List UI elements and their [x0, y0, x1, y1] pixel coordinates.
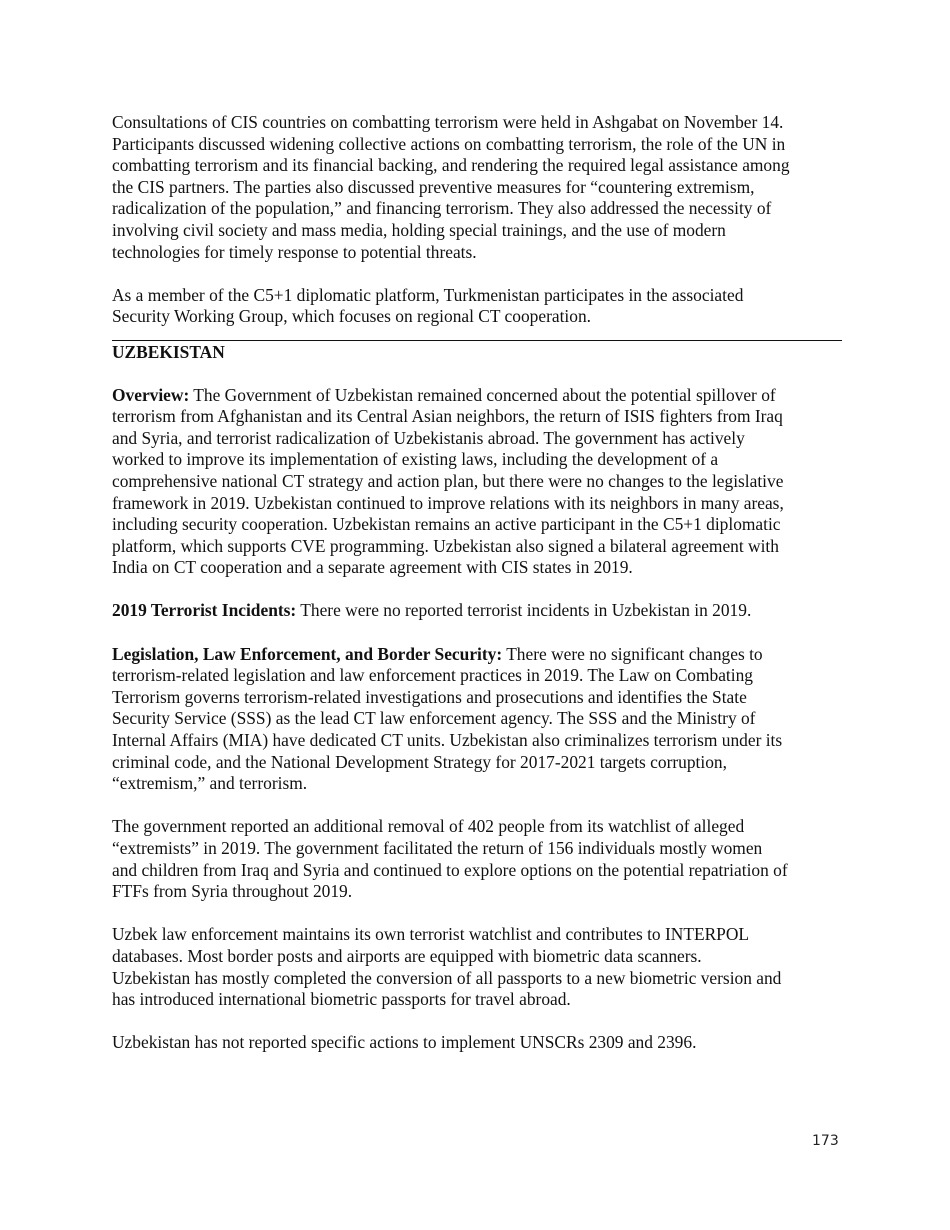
legislation-label: Legislation, Law Enforcement, and Border Security: [112, 643, 503, 664]
section-heading-uzbekistan: UZBEKISTAN [112, 341, 225, 362]
incidents-paragraph [112, 600, 842, 622]
c5-platform-paragraph: As a member of the C5+1 diplomatic platform, Turkmenistan participates in the associated Security Working Group, which focuses on regional CT cooperation. [112, 284, 744, 327]
cis-consultations-paragraph: Consultations of CIS countries on combatting terrorism were held in Ashgabat on November 14. Participants discussed widening collective actions on combatting terrorism, the role of the UN in combatting terrorism and its financial backing, and rendering the required legal assistance among the CIS partners. The parties also discussed preventive measures for “countering extremism, radicalization of the population,” and financing terrorism. They also addressed the necessity of involving civil society and mass media, holding special trainings, and the use of modern technologies for timely response to potential threats. [112, 112, 790, 262]
overview-label: Overview: [112, 384, 190, 405]
unscr-paragraph: Uzbekistan has not reported specific actions to implement UNSCRs 2309 and 2396. [112, 1032, 697, 1053]
overview-text: The Government of Uzbekistan remained concerned about the potential spillover of terrorism from Afghanistan and its Central Asian neighbors, the return of ISIS fighters from Iraq and Syria, and terrorist radicalization of Uzbekistanis abroad. The government has actively worked to improve its implementation of existing laws, including the development of a comprehensive national CT strategy and action plan, but there were no changes to the legislative framework in 2019. Uzbekistan continued to improve relations with its neighbors in many areas, including security cooperation. Uzbekistan remains an active participant in the C5+1 diplomatic platform, which supports CVE programming. Uzbekistan also signed a bilateral agreement with India on CT cooperation and a separate agreement with CIS states in 2019. [112, 384, 784, 578]
page-number: 173 [812, 1133, 839, 1149]
section-divider [112, 340, 842, 341]
incidents-label: 2019 Terrorist Incidents: [112, 600, 297, 621]
overview-paragraph [112, 385, 842, 579]
legislation-paragraph [112, 644, 842, 795]
interpol-paragraph: Uzbek law enforcement maintains its own terrorist watchlist and contributes to INTERPOL databases. Most border posts and airports are equipped with biometric data scanners. Uzbekistan has mostly completed the conversion of all passports to a new biometric version and has introduced international biometric passports for travel abroad. [112, 924, 782, 1010]
document-page [112, 112, 842, 1054]
incidents-text: There were no reported terrorist incidents in Uzbekistan in 2019. [296, 600, 752, 621]
legislation-text: There were no significant changes to terrorism-related legislation and law enforcement practices in 2019. The Law on Combating Terrorism governs terrorism-related investigations and prosecutions and identifies the State Security Service (SSS) as the lead CT law enforcement agency. The SSS and the Ministry of Internal Affairs (MIA) have dedicated CT units. Uzbekistan also criminalizes terrorism under its criminal code, and the National Development Strategy for 2017-2021 targets corruption, “extremism,” and terrorism. [112, 643, 783, 794]
watchlist-paragraph: The government reported an additional removal of 402 people from its watchlist of alleged “extremists” in 2019. The government facilitated the return of 156 individuals mostly women and children from Iraq and Syria and continued to explore options on the potential repatriation of FTFs from Syria throughout 2019. [112, 816, 788, 902]
